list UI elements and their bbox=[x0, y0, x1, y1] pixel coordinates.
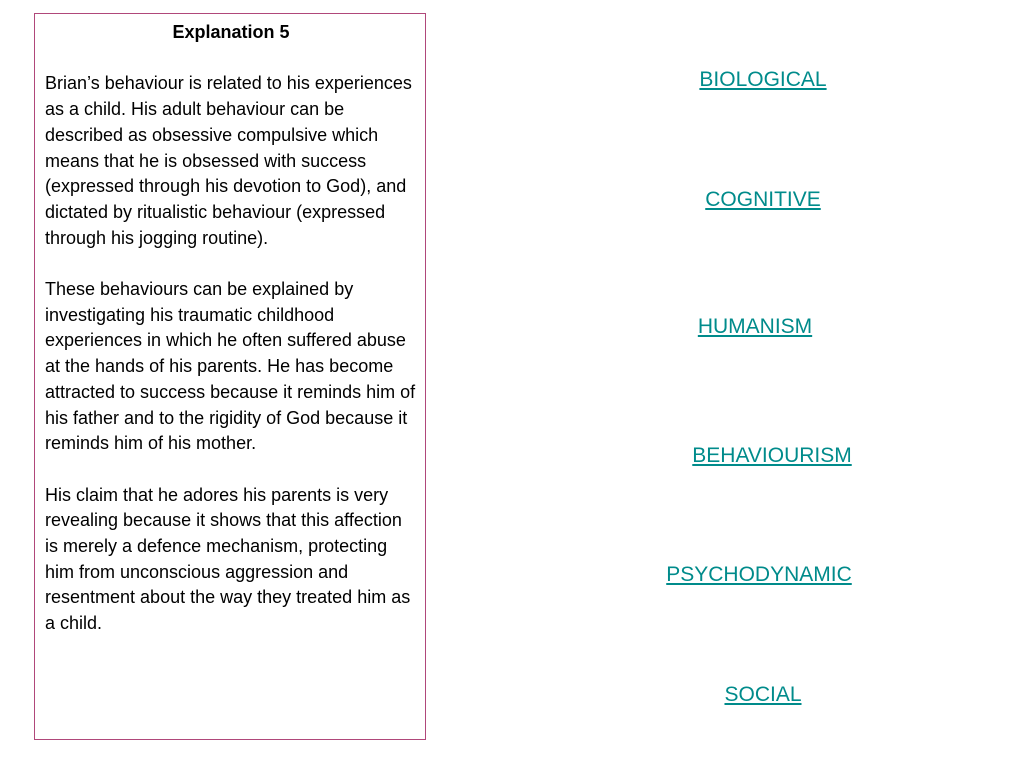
link-psychodynamic[interactable]: PSYCHODYNAMIC bbox=[666, 563, 852, 586]
explanation-paragraph-2: These behaviours can be explained by investigating his traumatic childhood experiences in which he often suffered abuse at the hands of his parents. He has become attracted to success because it reminds him of his father and to the rigidity of God because it reminds him of his mother. bbox=[45, 279, 416, 454]
link-social[interactable]: SOCIAL bbox=[724, 683, 802, 706]
link-humanism[interactable]: HUMANISM bbox=[697, 315, 813, 338]
explanation-box bbox=[34, 13, 426, 740]
explanation-paragraph-3: His claim that he adores his parents is very revealing because it shows that this affection is merely a defence mechanism, protecting him from unconscious aggression and resentment about the way they treated him as a child. bbox=[45, 484, 411, 634]
link-behaviourism[interactable]: BEHAVIOURISM bbox=[692, 444, 852, 467]
link-biological[interactable]: BIOLOGICAL bbox=[699, 68, 827, 91]
explanation-paragraph-1: Brian’s behaviour is related to his experiences as a child. His adult behaviour can be described as obsessive compulsive which means that he is obsessed with success (expressed through his devotion to God), and dictated by ritualistic behaviour (expressed through his jogging routine). bbox=[45, 73, 412, 248]
link-cognitive[interactable]: COGNITIVE bbox=[705, 188, 821, 211]
explanation-title: Explanation 5 bbox=[172, 22, 290, 42]
